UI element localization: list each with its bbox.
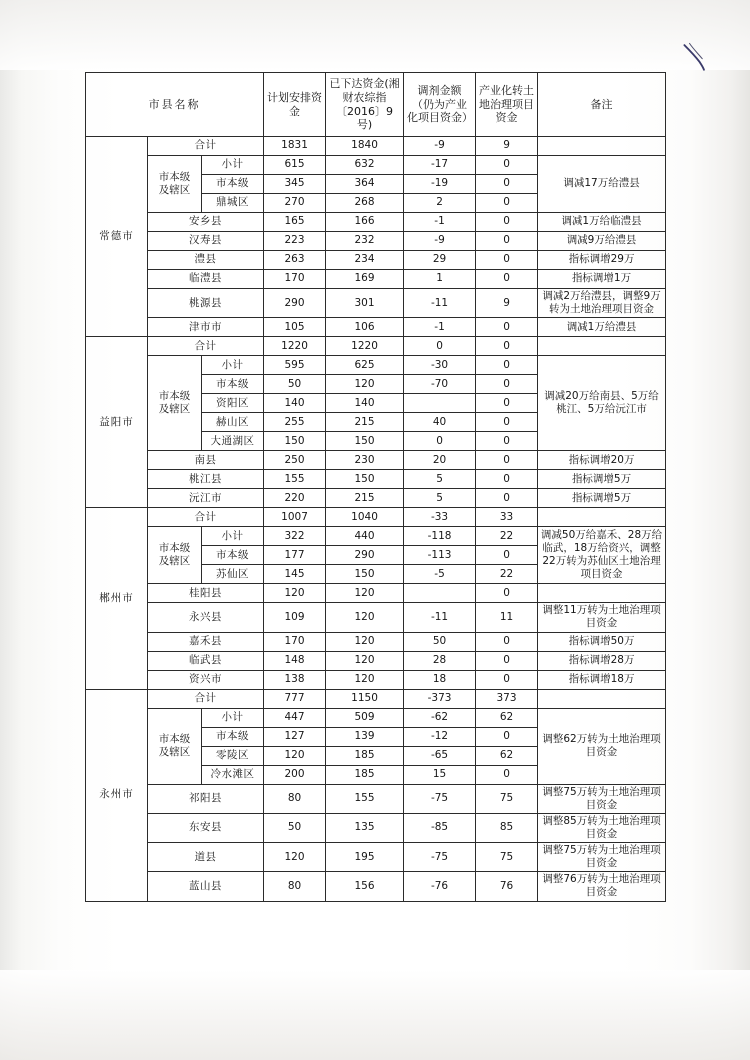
adjust-amount-cell: -76 xyxy=(404,872,476,901)
planned-amount-cell: 345 xyxy=(264,175,326,194)
issued-amount-cell: 169 xyxy=(326,270,404,289)
adjust-amount-cell: -118 xyxy=(404,527,476,546)
header-name: 市县名称 xyxy=(86,73,264,137)
issued-amount-cell: 301 xyxy=(326,289,404,318)
group-label-cell: 市本级 及辖区 xyxy=(148,156,202,213)
header-industrial: 产业化转土地治理项目资金 xyxy=(476,73,538,137)
table-row xyxy=(86,784,666,813)
industrial-amount-cell: 0 xyxy=(476,765,538,784)
table-row xyxy=(86,689,666,708)
planned-amount-cell: 80 xyxy=(264,872,326,901)
remark-cell: 指标调增29万 xyxy=(538,251,666,270)
row-label-cell: 小计 xyxy=(202,156,264,175)
adjust-amount-cell: -5 xyxy=(404,565,476,584)
row-label-cell: 澧县 xyxy=(148,251,264,270)
industrial-amount-cell: 11 xyxy=(476,603,538,632)
issued-amount-cell: 234 xyxy=(326,251,404,270)
row-label-cell: 赫山区 xyxy=(202,413,264,432)
industrial-amount-cell: 0 xyxy=(476,232,538,251)
industrial-amount-cell: 62 xyxy=(476,746,538,765)
remark-cell xyxy=(538,508,666,527)
remark-cell: 调整75万转为土地治理项目资金 xyxy=(538,784,666,813)
industrial-amount-cell: 76 xyxy=(476,872,538,901)
issued-amount-cell: 120 xyxy=(326,584,404,603)
adjust-amount-cell: -33 xyxy=(404,508,476,527)
row-label-cell: 苏仙区 xyxy=(202,565,264,584)
table-row xyxy=(86,356,666,375)
planned-amount-cell: 148 xyxy=(264,651,326,670)
adjust-amount-cell: -62 xyxy=(404,708,476,727)
remark-cell: 调减50万给嘉禾、28万给临武，18万给资兴，调整22万转为苏仙区土地治理项目资金 xyxy=(538,527,666,584)
row-label-cell: 市本级 xyxy=(202,175,264,194)
industrial-amount-cell: 0 xyxy=(476,156,538,175)
table-row xyxy=(86,584,666,603)
industrial-amount-cell: 62 xyxy=(476,708,538,727)
remark-cell: 调整11万转为土地治理项目资金 xyxy=(538,603,666,632)
planned-amount-cell: 155 xyxy=(264,470,326,489)
planned-amount-cell: 777 xyxy=(264,689,326,708)
table-row xyxy=(86,603,666,632)
issued-amount-cell: 440 xyxy=(326,527,404,546)
adjust-amount-cell: -19 xyxy=(404,175,476,194)
issued-amount-cell: 185 xyxy=(326,746,404,765)
issued-amount-cell: 1220 xyxy=(326,337,404,356)
header-adjust: 调剂金额（仍为产业化项目资金） xyxy=(404,73,476,137)
adjust-amount-cell: 2 xyxy=(404,194,476,213)
row-label-cell: 桃源县 xyxy=(148,289,264,318)
issued-amount-cell: 215 xyxy=(326,489,404,508)
remark-cell: 调整62万转为土地治理项目资金 xyxy=(538,708,666,784)
adjust-amount-cell: -30 xyxy=(404,356,476,375)
industrial-amount-cell: 0 xyxy=(476,318,538,337)
planned-amount-cell: 165 xyxy=(264,213,326,232)
industrial-amount-cell: 0 xyxy=(476,470,538,489)
industrial-amount-cell: 0 xyxy=(476,375,538,394)
remark-cell: 指标调增5万 xyxy=(538,489,666,508)
remark-cell: 调减20万给南县、5万给桃江、5万给沅江市 xyxy=(538,356,666,451)
table-row xyxy=(86,232,666,251)
adjust-amount-cell: -70 xyxy=(404,375,476,394)
remark-cell: 调减9万给澧县 xyxy=(538,232,666,251)
row-label-cell: 零陵区 xyxy=(202,746,264,765)
issued-amount-cell: 1150 xyxy=(326,689,404,708)
adjust-amount-cell: -75 xyxy=(404,843,476,872)
table-row xyxy=(86,451,666,470)
issued-amount-cell: 268 xyxy=(326,194,404,213)
row-label-cell: 祁阳县 xyxy=(148,784,264,813)
industrial-amount-cell: 33 xyxy=(476,508,538,527)
industrial-amount-cell: 0 xyxy=(476,356,538,375)
planned-amount-cell: 120 xyxy=(264,584,326,603)
row-label-cell: 市本级 xyxy=(202,727,264,746)
row-label-cell: 安乡县 xyxy=(148,213,264,232)
row-label-cell: 沅江市 xyxy=(148,489,264,508)
issued-amount-cell: 156 xyxy=(326,872,404,901)
row-label-cell: 东安县 xyxy=(148,813,264,842)
planned-amount-cell: 615 xyxy=(264,156,326,175)
issued-amount-cell: 364 xyxy=(326,175,404,194)
issued-amount-cell: 232 xyxy=(326,232,404,251)
table-row xyxy=(86,213,666,232)
planned-amount-cell: 263 xyxy=(264,251,326,270)
remark-cell: 调减1万给澧县 xyxy=(538,318,666,337)
industrial-amount-cell: 0 xyxy=(476,270,538,289)
industrial-amount-cell: 0 xyxy=(476,194,538,213)
adjust-amount-cell: 50 xyxy=(404,632,476,651)
table-row xyxy=(86,632,666,651)
funding-adjustment-table xyxy=(85,72,666,902)
adjust-amount-cell: 18 xyxy=(404,670,476,689)
table-body xyxy=(86,137,666,902)
table-row xyxy=(86,670,666,689)
remark-cell xyxy=(538,137,666,156)
table-row xyxy=(86,527,666,546)
row-label-cell: 道县 xyxy=(148,843,264,872)
row-label-cell: 小计 xyxy=(202,356,264,375)
industrial-amount-cell: 9 xyxy=(476,137,538,156)
remark-cell xyxy=(538,337,666,356)
remark-cell: 调减17万给澧县 xyxy=(538,156,666,213)
row-label-cell: 桂阳县 xyxy=(148,584,264,603)
issued-amount-cell: 215 xyxy=(326,413,404,432)
table-row xyxy=(86,251,666,270)
issued-amount-cell: 166 xyxy=(326,213,404,232)
planned-amount-cell: 595 xyxy=(264,356,326,375)
header-planned: 计划安排资金 xyxy=(264,73,326,137)
adjust-amount-cell: -75 xyxy=(404,784,476,813)
remark-cell: 指标调增5万 xyxy=(538,470,666,489)
row-label-cell: 资兴市 xyxy=(148,670,264,689)
issued-amount-cell: 1840 xyxy=(326,137,404,156)
industrial-amount-cell: 0 xyxy=(476,727,538,746)
table-row xyxy=(86,470,666,489)
row-label-cell: 资阳区 xyxy=(202,394,264,413)
issued-amount-cell: 632 xyxy=(326,156,404,175)
industrial-amount-cell: 22 xyxy=(476,565,538,584)
row-label-cell: 合计 xyxy=(148,508,264,527)
remark-cell: 指标调增18万 xyxy=(538,670,666,689)
row-label-cell: 南县 xyxy=(148,451,264,470)
issued-amount-cell: 155 xyxy=(326,784,404,813)
city-name-cell: 常德市 xyxy=(86,137,148,337)
planned-amount-cell: 170 xyxy=(264,270,326,289)
planned-amount-cell: 200 xyxy=(264,765,326,784)
group-label-cell: 市本级 及辖区 xyxy=(148,708,202,784)
table-header-row xyxy=(86,73,666,137)
row-label-cell: 临澧县 xyxy=(148,270,264,289)
adjust-amount-cell: 0 xyxy=(404,337,476,356)
industrial-amount-cell: 0 xyxy=(476,546,538,565)
row-label-cell: 桃江县 xyxy=(148,470,264,489)
planned-amount-cell: 109 xyxy=(264,603,326,632)
planned-amount-cell: 220 xyxy=(264,489,326,508)
remark-cell: 调整85万转为土地治理项目资金 xyxy=(538,813,666,842)
issued-amount-cell: 230 xyxy=(326,451,404,470)
remark-cell xyxy=(538,689,666,708)
remark-cell: 调整76万转为土地治理项目资金 xyxy=(538,872,666,901)
table-row xyxy=(86,489,666,508)
issued-amount-cell: 120 xyxy=(326,670,404,689)
remark-cell: 调减1万给临澧县 xyxy=(538,213,666,232)
row-label-cell: 鼎城区 xyxy=(202,194,264,213)
row-label-cell: 汉寿县 xyxy=(148,232,264,251)
remark-cell: 指标调增20万 xyxy=(538,451,666,470)
industrial-amount-cell: 0 xyxy=(476,394,538,413)
issued-amount-cell: 150 xyxy=(326,565,404,584)
issued-amount-cell: 139 xyxy=(326,727,404,746)
industrial-amount-cell: 0 xyxy=(476,651,538,670)
row-label-cell: 大通湖区 xyxy=(202,432,264,451)
header-issued: 已下达资金(湘财农综指〔2016〕9号) xyxy=(326,73,404,137)
remark-cell xyxy=(538,584,666,603)
issued-amount-cell: 185 xyxy=(326,765,404,784)
table-row xyxy=(86,318,666,337)
remark-cell: 指标调增1万 xyxy=(538,270,666,289)
planned-amount-cell: 270 xyxy=(264,194,326,213)
city-name-cell: 郴州市 xyxy=(86,508,148,689)
adjust-amount-cell: -1 xyxy=(404,318,476,337)
planned-amount-cell: 50 xyxy=(264,375,326,394)
remark-cell: 调整75万转为土地治理项目资金 xyxy=(538,843,666,872)
table-row xyxy=(86,156,666,175)
issued-amount-cell: 509 xyxy=(326,708,404,727)
planned-amount-cell: 1831 xyxy=(264,137,326,156)
planned-amount-cell: 290 xyxy=(264,289,326,318)
row-label-cell: 小计 xyxy=(202,527,264,546)
issued-amount-cell: 290 xyxy=(326,546,404,565)
issued-amount-cell: 120 xyxy=(326,375,404,394)
table-row xyxy=(86,337,666,356)
adjust-amount-cell xyxy=(404,394,476,413)
industrial-amount-cell: 0 xyxy=(476,451,538,470)
group-label-cell: 市本级 及辖区 xyxy=(148,527,202,584)
table-row xyxy=(86,289,666,318)
planned-amount-cell: 177 xyxy=(264,546,326,565)
planned-amount-cell: 250 xyxy=(264,451,326,470)
adjust-amount-cell: -9 xyxy=(404,232,476,251)
industrial-amount-cell: 75 xyxy=(476,843,538,872)
issued-amount-cell: 140 xyxy=(326,394,404,413)
adjust-amount-cell: 40 xyxy=(404,413,476,432)
row-label-cell: 临武县 xyxy=(148,651,264,670)
table-row xyxy=(86,508,666,527)
planned-amount-cell: 447 xyxy=(264,708,326,727)
issued-amount-cell: 1040 xyxy=(326,508,404,527)
header-remark: 备注 xyxy=(538,73,666,137)
industrial-amount-cell: 22 xyxy=(476,527,538,546)
industrial-amount-cell: 0 xyxy=(476,213,538,232)
industrial-amount-cell: 75 xyxy=(476,784,538,813)
table-row xyxy=(86,813,666,842)
planned-amount-cell: 140 xyxy=(264,394,326,413)
planned-amount-cell: 150 xyxy=(264,432,326,451)
group-label-cell: 市本级 及辖区 xyxy=(148,356,202,451)
table-row xyxy=(86,843,666,872)
planned-amount-cell: 255 xyxy=(264,413,326,432)
industrial-amount-cell: 85 xyxy=(476,813,538,842)
industrial-amount-cell: 0 xyxy=(476,251,538,270)
remark-cell: 调减2万给澧县，调整9万转为土地治理项目资金 xyxy=(538,289,666,318)
remark-cell: 指标调增28万 xyxy=(538,651,666,670)
industrial-amount-cell: 0 xyxy=(476,337,538,356)
issued-amount-cell: 195 xyxy=(326,843,404,872)
adjust-amount-cell: -65 xyxy=(404,746,476,765)
planned-amount-cell: 145 xyxy=(264,565,326,584)
table-row xyxy=(86,872,666,901)
row-label-cell: 冷水滩区 xyxy=(202,765,264,784)
row-label-cell: 永兴县 xyxy=(148,603,264,632)
row-label-cell: 市本级 xyxy=(202,546,264,565)
adjust-amount-cell: 28 xyxy=(404,651,476,670)
issued-amount-cell: 120 xyxy=(326,632,404,651)
adjust-amount-cell: 20 xyxy=(404,451,476,470)
issued-amount-cell: 135 xyxy=(326,813,404,842)
industrial-amount-cell: 373 xyxy=(476,689,538,708)
row-label-cell: 蓝山县 xyxy=(148,872,264,901)
adjust-amount-cell: 29 xyxy=(404,251,476,270)
adjust-amount-cell: -11 xyxy=(404,603,476,632)
funding-adjustment-table-wrapper xyxy=(85,72,665,902)
industrial-amount-cell: 0 xyxy=(476,632,538,651)
industrial-amount-cell: 9 xyxy=(476,289,538,318)
issued-amount-cell: 150 xyxy=(326,470,404,489)
remark-cell: 指标调增50万 xyxy=(538,632,666,651)
row-label-cell: 合计 xyxy=(148,137,264,156)
planned-amount-cell: 50 xyxy=(264,813,326,842)
row-label-cell: 小计 xyxy=(202,708,264,727)
row-label-cell: 市本级 xyxy=(202,375,264,394)
issued-amount-cell: 120 xyxy=(326,603,404,632)
industrial-amount-cell: 0 xyxy=(476,489,538,508)
adjust-amount-cell: -1 xyxy=(404,213,476,232)
row-label-cell: 嘉禾县 xyxy=(148,632,264,651)
row-label-cell: 合计 xyxy=(148,337,264,356)
industrial-amount-cell: 0 xyxy=(476,670,538,689)
table-row xyxy=(86,651,666,670)
adjust-amount-cell: 5 xyxy=(404,489,476,508)
adjust-amount-cell: -12 xyxy=(404,727,476,746)
adjust-amount-cell: -373 xyxy=(404,689,476,708)
industrial-amount-cell: 0 xyxy=(476,432,538,451)
planned-amount-cell: 105 xyxy=(264,318,326,337)
planned-amount-cell: 120 xyxy=(264,843,326,872)
issued-amount-cell: 106 xyxy=(326,318,404,337)
adjust-amount-cell: -11 xyxy=(404,289,476,318)
planned-amount-cell: 127 xyxy=(264,727,326,746)
city-name-cell: 永州市 xyxy=(86,689,148,901)
adjust-amount-cell: -85 xyxy=(404,813,476,842)
row-label-cell: 津市市 xyxy=(148,318,264,337)
row-label-cell: 合计 xyxy=(148,689,264,708)
adjust-amount-cell: -17 xyxy=(404,156,476,175)
city-name-cell: 益阳市 xyxy=(86,337,148,508)
planned-amount-cell: 80 xyxy=(264,784,326,813)
planned-amount-cell: 170 xyxy=(264,632,326,651)
issued-amount-cell: 120 xyxy=(326,651,404,670)
table-row xyxy=(86,137,666,156)
adjust-amount-cell: 1 xyxy=(404,270,476,289)
adjust-amount-cell: 0 xyxy=(404,432,476,451)
planned-amount-cell: 322 xyxy=(264,527,326,546)
adjust-amount-cell: -113 xyxy=(404,546,476,565)
planned-amount-cell: 120 xyxy=(264,746,326,765)
adjust-amount-cell: -9 xyxy=(404,137,476,156)
table-row xyxy=(86,708,666,727)
table-row xyxy=(86,270,666,289)
planned-amount-cell: 223 xyxy=(264,232,326,251)
adjust-amount-cell: 15 xyxy=(404,765,476,784)
planned-amount-cell: 1007 xyxy=(264,508,326,527)
planned-amount-cell: 138 xyxy=(264,670,326,689)
industrial-amount-cell: 0 xyxy=(476,413,538,432)
industrial-amount-cell: 0 xyxy=(476,584,538,603)
industrial-amount-cell: 0 xyxy=(476,175,538,194)
adjust-amount-cell xyxy=(404,584,476,603)
issued-amount-cell: 150 xyxy=(326,432,404,451)
planned-amount-cell: 1220 xyxy=(264,337,326,356)
issued-amount-cell: 625 xyxy=(326,356,404,375)
adjust-amount-cell: 5 xyxy=(404,470,476,489)
